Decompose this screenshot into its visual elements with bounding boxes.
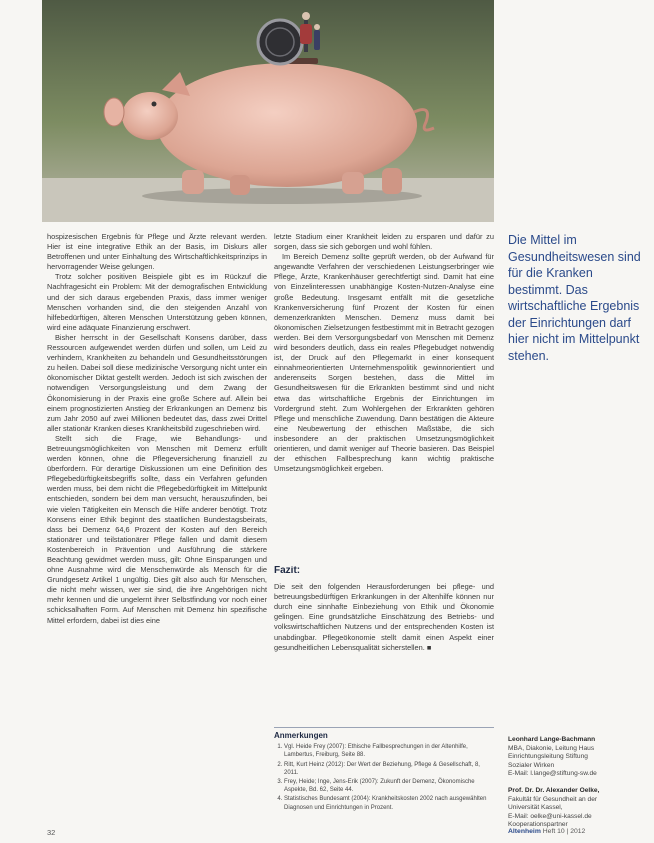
reference-item: 2. Ritt, Kurt Heinz (2012): Der Wert der Beziehung, Pflege & Gesellschaft, 8, 2011.: [284, 761, 494, 777]
author-block: [508, 787, 648, 830]
reference-item: 4. Statistisches Bundesamt (2004): Krankheitskosten 2002 nach ausgewählten Diagnosen und Einrichtungen in Prozent.: [284, 795, 494, 811]
paragraph: letzte Stadium einer Krankheit leiden zu ersparen und dafür zu sorgen, dass sie sich geborgen und wohl fühlen.: [274, 232, 494, 252]
paragraph: Bisher herrscht in der Gesellschaft Konsens darüber, dass Ressourcen aufgewendet werden dürfen und sollen, um Leid zu verhindern, Krankheiten zu behandeln und Gesundheitsstörungen zu heilen. Dabei soll diese medizinische Versorgung nicht unter ein ökonomischer Diktat gestellt werden. Jedoch ist sich zwischen der notwendigen Versorgungsleistung und dem Zwang der Ökonomisierung in der Praxis eine große Schere auf. Allein bei einem prognostizierten Anstieg der Erkrankungen an Demenz bis zum Jahr 2050 auf zwei Millionen bedeutet das, dass zwei Drittel aller stationär Kranken dieses Krankheitsbild zugeschrieben wird.: [47, 332, 267, 433]
references-section: [274, 732, 494, 822]
conclusion-text: Die seit den folgenden Herausforderungen bei pflege- und betreuungsbedürftigen Erkrankungen in der Altenhilfe können nur durch eine sinnhafte Einbeziehung von Ethik und Ökonomie gelingen. Eine grundsätzliche Einschätzung des Betriebs- und volkswirtschaftlichen Nutzens und der entsprechenden Kosten ist unabdingbar. Pflegeökonomie stellt damit einen Aspekt einer gesundheitlichen Lebensqualität sicherstellen. ■: [274, 582, 494, 652]
conclusion-heading: Fazit:: [274, 566, 301, 576]
author-info: [508, 736, 648, 838]
header-photo: [42, 0, 494, 222]
author-line: Einrichtungsleitung Stiftung: [508, 753, 588, 761]
body-column-right: [274, 232, 494, 562]
pull-quote: Die Mittel im Gesundheitswesen sind für die Kranken bestimmt. Das wirtschaftliche Ergebnis der Einrichtungen darf hier nicht im Mittelpunkt stehen.: [508, 233, 641, 363]
reference-item: 3. Frey, Heide; Inge, Jens-Erik (2007): Zukunft der Demenz, Ökonomische Aspekte, Bd. 62, Seite 44.: [284, 778, 494, 794]
piggy-bank-icon: [42, 0, 494, 222]
author-line: Fakultät für Gesundheit an der: [508, 795, 598, 803]
author-name: Prof. Dr. Dr. Alexander Oelke,: [508, 786, 600, 794]
references-list: [274, 743, 494, 812]
author-block: [508, 736, 648, 779]
author-line: Sozialer Wirken: [508, 761, 555, 769]
author-line: Universität Kassel,: [508, 804, 563, 812]
author-email: E-Mail: oelke@uni-kassel.de: [508, 812, 592, 820]
author-line: Kooperationspartner: [508, 821, 568, 829]
author-email: E-Mail: l.lange@stiftung-sw.de: [508, 770, 597, 778]
journal-footer: [508, 828, 585, 835]
reference-item: 1. Vgl. Heide Frey (2007): Ethische Fallbesprechungen in der Altenhilfe, Lambertus, Freiburg, Seite 88.: [284, 743, 494, 759]
paragraph: Stellt sich die Frage, wie Behandlungs- und Betreuungsmöglichkeiten von Menschen mit Demenz erfüllt werden können, ohne die Pflegeversicherung finanziell zu überfordern. Für derartige Diskussionen um eine Definition des Pflegebedürftigkeitsbegriffs sollte, dass ein Verfahren gefunden werden muss, bei dem nicht die Pflegebedürftigkeit im Mittelpunkt entschieden, sondern bei dem man versucht, herauszufinden, bei wie vielen Tätigkeiten ein Mensch die Hilfe anderer benötigt. Trotz Konsens einer Ethik beginnt des staatlichen Bundestagsbeirats, dass bei Demenz 64,6 Prozent der Kosten auf den Bereich stationärer und teilstationärer Pflege fallen und damit diesem Kostenbereich in Prävention und Ausführung die stärkere Beachtung gewidmet werden muss, gilt: Ohne Einsparungen und ohne Ausnahme wird die Menschenwürde als Mensch für die Grundgesetz Artikel 1 ungültig. Dies gilt also auch für Menschen, die nicht mehr wissen, wer sie sind, die ihre Angehörigen nicht mehr kennen und die ungelernt ihrer Selbstfindung vor noch einer schicksalhaften Form. Auf Menschen mit Demenz hin spezifische Mittel erfordern, dabei ist dies eine: [47, 433, 267, 625]
body-column-left: [47, 232, 267, 817]
page-number: 32: [47, 828, 56, 837]
paragraph: Im Bereich Demenz sollte geprüft werden, ob der Aufwand für angewandte Verfahren der verschiedenen Leistungserbringer wie Pflege, Ärzte, Krankenhäuser gerechtfertigt sind. Damit hat eine von Einzelinteressen unabhängige Kosten-Nutzen-Analyse eine große Bedeutung. Insgesamt entfällt mit die gesetzliche Krankenversicherung fünf Prozent der Kosten für einen demenzerkrankten Menschen. Demenz muss damit bei ökonomischen Zielsetzungen festbestimmt mit in Betracht gezogen werden. Bei dem Versorgungsbedarf von Menschen mit Demenz wird besonders deutlich, dass ein reales Pflegebudget notwendig ist, der Druck auf den Pflegemarkt in einer konsequent einnahmeorientierten Unternehmenspolitik gewinnorientiert und anderenseits Sorgen bestehen, dass die Mittel im Gesundheitswesen für die Erkrankten bestimmt sind und nicht etwa das wirtschaftliche Ergebnis der Einrichtungen im Vordergrund steht. Zum Wohlergehen der Erkrankten gehören Pflege und menschliche Zuwendung. Dann bestätigen die Akteure eine Neubewertung der ethischen Maßstäbe, die sich insbesondere an der praktischen Umsetzungsmöglichkeit orientieren, und damit weniger auf Theorie basieren. Das Beispiel der ethischen Fallbesprechung kann wichtig praktische Umsetzungsmöglichkeit ergeben.: [274, 252, 494, 474]
divider: [274, 727, 494, 728]
journal-name: Altenheim: [508, 828, 541, 835]
author-line: MBA, Diakonie, Leitung Haus: [508, 744, 595, 752]
paragraph: Trotz solcher positiven Beispiele gibt es im Rückzuf die Nachfragesicht ein Problem: Mit der demografischen Entwicklung und der sich daraus ergebenden Praxis, dass immer weniger Menschen vorhanden sind, die den steigenden Anzahl von hilfebedürftigen, älteren Menschen Unterstützung geben können, wird eine adäquate Finanzierung erschwert.: [47, 272, 267, 332]
author-name: Leonhard Lange-Bachmann: [508, 736, 596, 743]
references-heading: Anmerkungen: [274, 732, 328, 740]
journal-issue: Heft 10 | 2012: [542, 828, 586, 835]
conclusion-section: [274, 566, 494, 696]
paragraph: hospizesischen Ergebnis für Pflege und Ärzte relevant werden. Hier ist eine integrative Ethik an der Basis, im Diskurs aller Betroffenen und unter Einhaltung des Wirtschaftlichkeitsprinzips in hervorragender Weise gelungen.: [47, 232, 267, 272]
